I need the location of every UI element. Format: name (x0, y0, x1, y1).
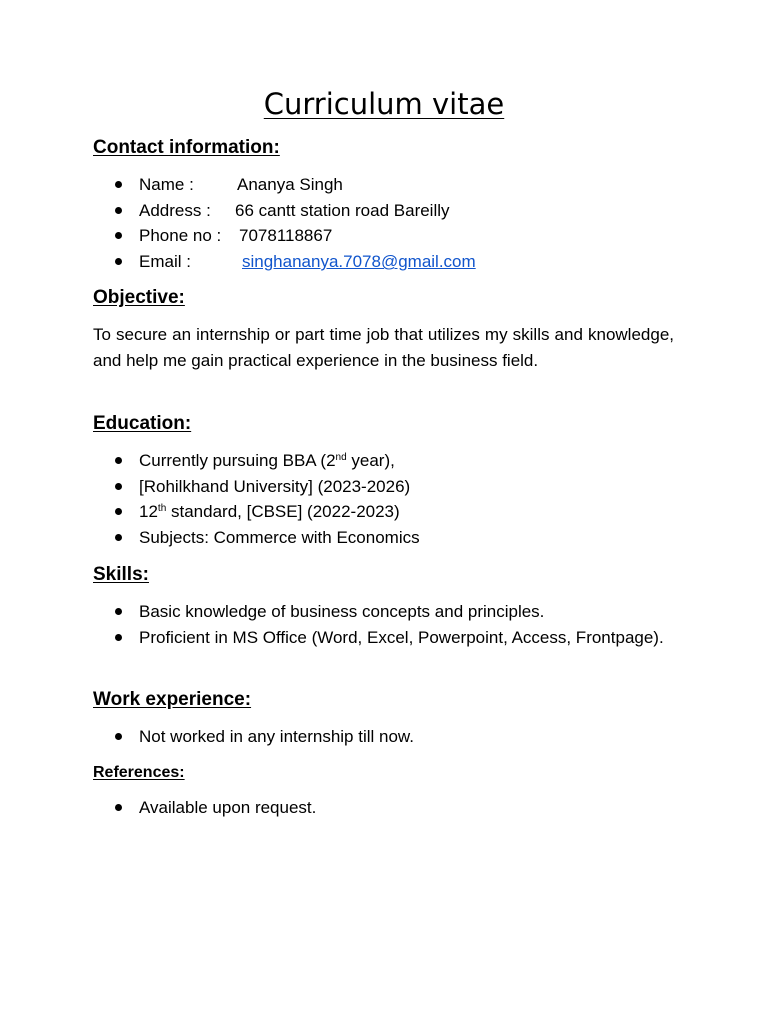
education-item-text: standard, [CBSE] (2022-2023) (166, 502, 400, 522)
list-item (93, 724, 675, 750)
name-value: Ananya Singh (237, 175, 343, 194)
list-item (93, 249, 675, 275)
work-heading: Work experience: (93, 689, 252, 710)
skill-item-text: Proficient in MS Office (Word, Excel, Powerpoint, Access, Frontpage). (139, 627, 664, 647)
list-item (93, 474, 675, 500)
address-label: Address : (139, 200, 211, 220)
list-item (93, 198, 675, 224)
work-list (93, 724, 675, 750)
email-label: Email : (139, 252, 191, 272)
list-item (93, 625, 675, 651)
list-item (93, 172, 675, 198)
superscript: nd (335, 452, 347, 463)
education-item-text: year), (346, 451, 395, 470)
skills-heading: Skills: (93, 564, 149, 585)
education-item-text: Subjects: Commerce with Economics (139, 528, 420, 548)
education-list (93, 448, 675, 551)
superscript: th (157, 503, 167, 515)
education-item-text: Currently pursuing BBA (2 (139, 451, 336, 470)
phone-value: 7078118867 (239, 226, 333, 246)
name-label: Name : (139, 175, 194, 194)
contact-heading: Contact information: (93, 137, 280, 158)
list-item (93, 223, 675, 249)
list-item (93, 448, 675, 474)
contact-list (93, 172, 675, 275)
education-item-text: [Rohilkhand University] (2023-2026) (139, 476, 411, 496)
document-title: Curriculum vitae (263, 87, 505, 121)
phone-label: Phone no : (139, 226, 222, 246)
list-item (93, 599, 675, 625)
email-link[interactable]: singhananya.7078@gmail.com (242, 252, 476, 272)
objective-heading: Objective: (93, 287, 185, 308)
objective-text: To secure an internship or part time job that utilizes my skills and knowledge, and help me gain practical experience in the business field. (93, 325, 674, 370)
education-item-text: 12 (139, 502, 158, 522)
list-item (93, 795, 675, 821)
address-value: 66 cantt station road Bareilly (235, 200, 450, 220)
list-item (93, 499, 675, 525)
skills-list (93, 599, 675, 650)
references-list (93, 795, 675, 821)
reference-item-text: Available upon request. (139, 798, 317, 817)
skill-item-text: Basic knowledge of business concepts and principles. (139, 602, 545, 621)
work-item-text: Not worked in any internship till now. (139, 727, 414, 746)
references-heading: References: (93, 764, 185, 781)
education-heading: Education: (93, 413, 192, 434)
list-item (93, 525, 675, 551)
